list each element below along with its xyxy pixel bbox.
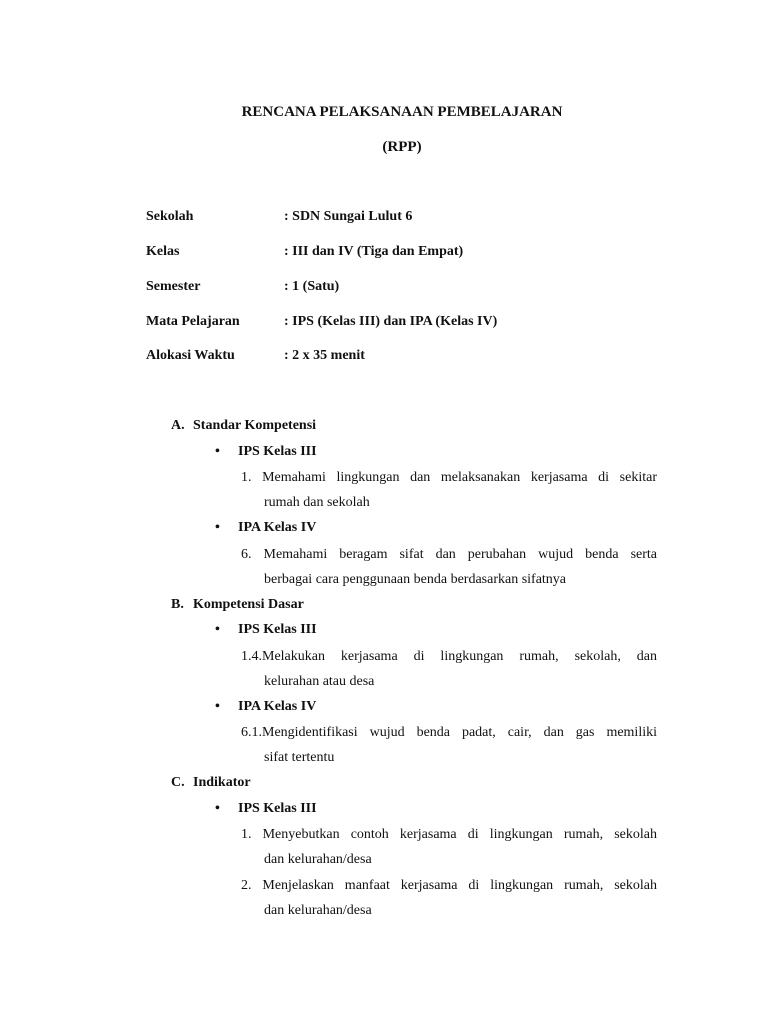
info-label-mata-pelajaran: Mata Pelajaran xyxy=(146,314,240,329)
section-c-ips-item-1 xyxy=(241,822,657,872)
section-b-letter: B. xyxy=(171,597,184,612)
section-c-ips-item-2 xyxy=(241,873,657,923)
info-value-sekolah: : SDN Sungai Lulut 6 xyxy=(284,209,413,224)
info-label-alokasi-waktu: Alokasi Waktu xyxy=(146,348,235,363)
section-b-heading xyxy=(171,597,471,617)
section-b-ips-line2: kelurahan atau desa xyxy=(264,674,375,689)
info-label-kelas: Kelas xyxy=(146,244,180,259)
section-a-letter: A. xyxy=(171,418,185,433)
info-label-sekolah: Sekolah xyxy=(146,209,194,224)
section-c-heading xyxy=(171,775,471,795)
bullet-icon: • xyxy=(215,444,220,459)
section-b-ips-line1: 1.4.Melakukan kerjasama di lingkungan rumah, sekolah, dan xyxy=(241,649,657,664)
info-value-kelas: : III dan IV (Tiga dan Empat) xyxy=(284,244,464,259)
section-c-title: Indikator xyxy=(193,775,251,790)
info-label-semester: Semester xyxy=(146,279,201,294)
section-b-ipa-line2: sifat tertentu xyxy=(264,750,335,765)
section-a-title: Standar Kompetensi xyxy=(193,418,317,433)
section-a-ipa-label: IPA Kelas IV xyxy=(238,520,317,535)
info-value-semester: : 1 (Satu) xyxy=(284,279,340,294)
section-a-heading xyxy=(171,418,471,438)
section-a-ipa-bullet xyxy=(215,520,415,540)
section-b-ipa-line1: 6.1.Mengidentifikasi wujud benda padat, cair, dan gas memiliki xyxy=(241,725,657,740)
section-b-title: Kompetensi Dasar xyxy=(193,597,304,612)
document-title: RENCANA PELAKSANAAN PEMBELAJARAN xyxy=(241,104,563,120)
section-c-ips-item2-line2: dan kelurahan/desa xyxy=(264,903,372,918)
section-a-ips-item xyxy=(241,465,657,515)
section-b-ips-bullet xyxy=(215,622,415,642)
section-c-ips-item1-line1: 1. Menyebutkan contoh kerjasama di lingkungan rumah, sekolah xyxy=(241,827,657,842)
bullet-icon: • xyxy=(215,699,220,714)
section-a-ips-label: IPS Kelas III xyxy=(238,444,317,459)
section-a-ipa-line2: berbagai cara penggunaan benda berdasarkan sifatnya xyxy=(264,572,567,587)
section-c-ips-label: IPS Kelas III xyxy=(238,801,317,816)
section-a-ips-bullet xyxy=(215,444,415,464)
info-value-mata-pelajaran: : IPS (Kelas III) dan IPA (Kelas IV) xyxy=(284,314,498,329)
section-a-ipa-line1: 6. Memahami beragam sifat dan perubahan wujud benda serta xyxy=(241,547,657,562)
section-a-ips-line2: rumah dan sekolah xyxy=(264,495,370,510)
bullet-icon: • xyxy=(215,520,220,535)
info-value-alokasi-waktu: : 2 x 35 menit xyxy=(284,348,365,363)
section-b-ips-item xyxy=(241,644,657,694)
section-b-ipa-item xyxy=(241,720,657,770)
document-subtitle: (RPP) xyxy=(382,139,422,155)
section-c-ips-item2-line1: 2. Menjelaskan manfaat kerjasama di lingkungan rumah, sekolah xyxy=(241,878,657,893)
section-b-ips-label: IPS Kelas III xyxy=(238,622,317,637)
section-c-ips-bullet xyxy=(215,801,415,821)
section-b-ipa-bullet xyxy=(215,699,415,719)
section-c-ips-item1-line2: dan kelurahan/desa xyxy=(264,852,372,867)
section-c-letter: C. xyxy=(171,775,185,790)
section-a-ips-line1: 1. Memahami lingkungan dan melaksanakan kerjasama di sekitar xyxy=(241,470,657,485)
bullet-icon: • xyxy=(215,801,220,816)
bullet-icon: • xyxy=(215,622,220,637)
section-a-ipa-item xyxy=(241,542,657,592)
section-b-ipa-label: IPA Kelas IV xyxy=(238,699,317,714)
